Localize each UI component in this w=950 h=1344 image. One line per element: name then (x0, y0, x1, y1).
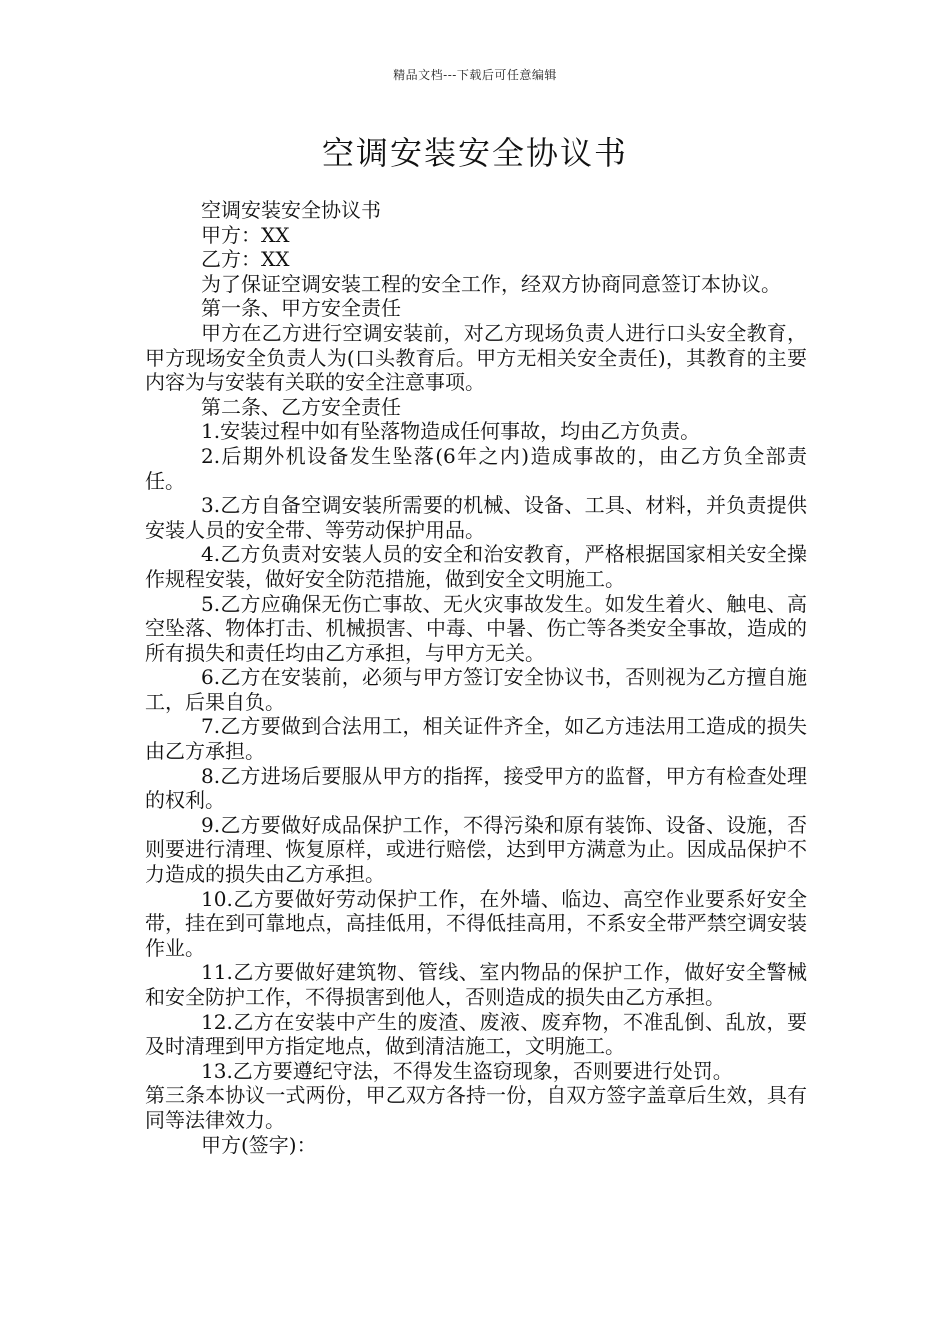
clause-item: 8.乙方进场后要服从甲方的指挥，接受甲方的监督，甲方有检查处理的权利。 (145, 763, 807, 813)
party-b-line: 乙方：XX (201, 247, 290, 272)
body-heading: 空调安装安全协议书 (201, 198, 381, 222)
clause-item: 5.乙方应确保无伤亡事故、无火灾事故发生。如发生着火、触电、高空坠落、物体打击、机械损害、中毒、中暑、伤亡等各类安全事故，造成的所有损失和责任均由乙方承担，与甲方无关。 (145, 591, 807, 665)
document-title: 空调安装安全协议书 (321, 134, 628, 172)
article-paragraph: 甲方在乙方进行空调安装前，对乙方现场负责人进行口头安全教育，甲方现场安全负责人为(口头教育后。甲方无相关安全责任)，其教育的主要内容为与安装有关联的安全注意事项。 (145, 320, 807, 395)
clause-item: 7.乙方要做到合法用工，相关证件齐全，如乙方违法用工造成的损失由乙方承担。 (145, 714, 807, 764)
party-a-line: 甲方：XX (201, 222, 290, 247)
clause-item: 1.安装过程中如有坠落物造成任何事故，均由乙方负责。 (201, 419, 701, 444)
clause-item: 9.乙方要做好成品保护工作，不得污染和原有装饰、设备、设施，否则要进行清理、恢复原样，或进行赔偿，达到甲方满意为止。因成品保护不力造成的损失由乙方承担。 (145, 812, 807, 887)
signature-line: 甲方(签字)： (201, 1132, 317, 1157)
clause-item: 6.乙方在安装前，必须与甲方签订安全协议书，否则视为乙方擅自施工，后果自负。 (145, 665, 807, 714)
preamble-paragraph: 为了保证空调安装工程的安全工作，经双方协商同意签订本协议。 (201, 271, 781, 296)
document-body (145, 198, 807, 1157)
clause-item: 10.乙方要做好劳动保护工作，在外墙、临边、高空作业要系好安全带，挂在到可靠地点，高挂低用，不得低挂高用，不系安全带严禁空调安装作业。 (145, 886, 807, 960)
article-heading: 第一条、甲方安全责任 (201, 296, 401, 321)
clause-item: 13.乙方要遵纪守法，不得发生盗窃现象，否则要进行处罚。 (201, 1058, 733, 1083)
clause-item: 12.乙方在安装中产生的废渣、废液、废弃物，不准乱倒、乱放，要及时清理到甲方指定地点，做到清洁施工，文明施工。 (145, 1009, 807, 1059)
clause-item: 2.后期外机设备发生坠落(6年之内)造成事故的，由乙方负全部责任。 (145, 443, 807, 493)
article-heading: 第二条、乙方安全责任 (201, 394, 401, 419)
clause-item: 3.乙方自备空调安装所需要的机械、设备、工具、材料，并负责提供安装人员的安全带、等劳动保护用品。 (145, 493, 807, 542)
clause-item: 4.乙方负责对安装人员的安全和治安教育，严格根据国家相关安全操作规程安装，做好安全防范措施，做到安全文明施工。 (145, 542, 807, 591)
header-note: 精品文档---下载后可任意编辑 (393, 68, 557, 82)
clause-item: 11.乙方要做好建筑物、管线、室内物品的保护工作，做好安全警械和安全防护工作，不得损害到他人，否则造成的损失由乙方承担。 (145, 960, 807, 1009)
article-paragraph: 第三条本协议一式两份，甲乙双方各持一份，自双方签字盖章后生效，具有同等法律效力。 (145, 1083, 807, 1132)
